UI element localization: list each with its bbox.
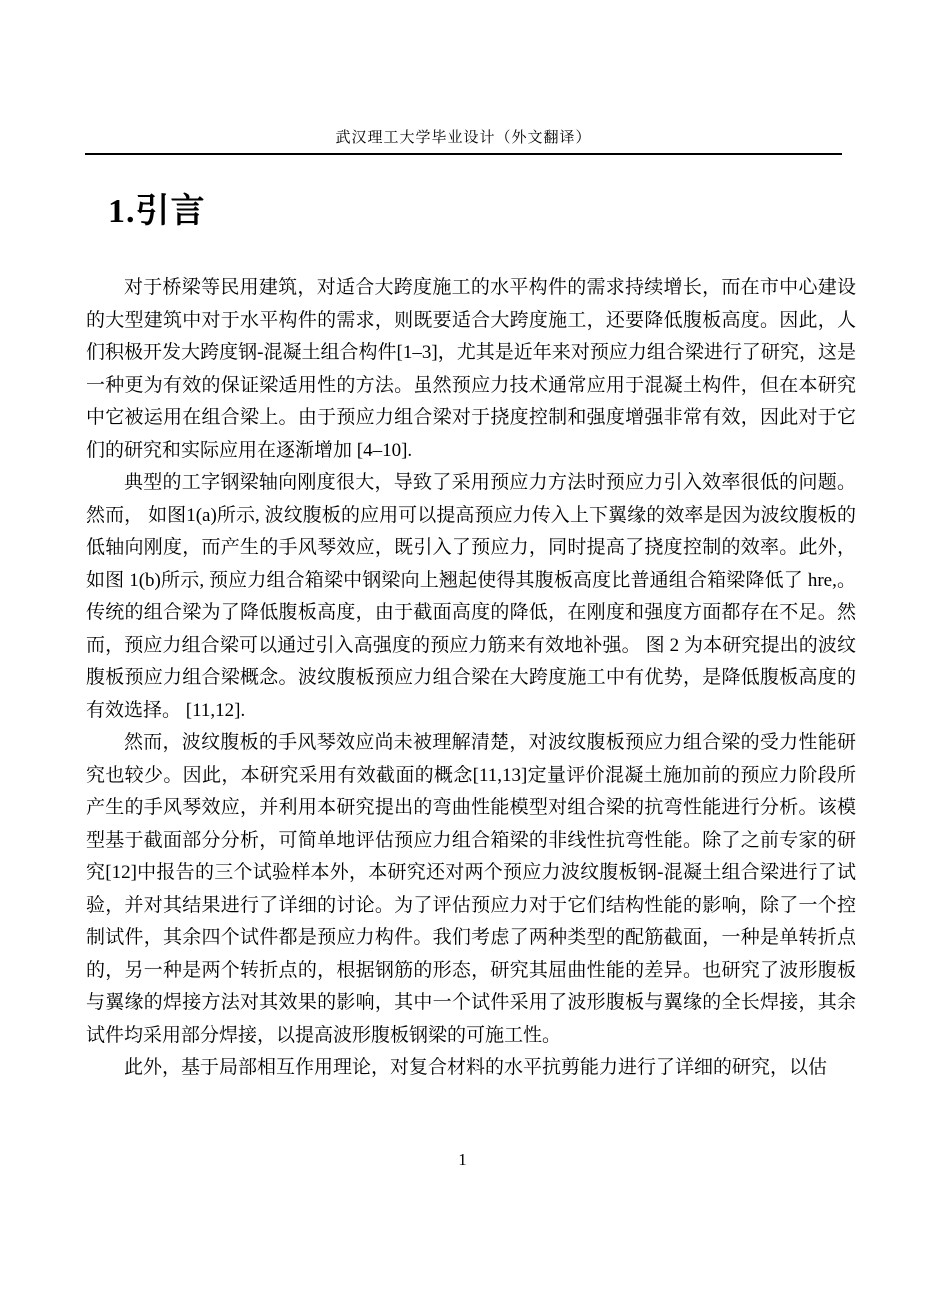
page-footer <box>0 1150 925 1170</box>
section-heading: 1.引言 <box>108 193 206 230</box>
page-number: 1 <box>458 1150 467 1169</box>
running-header-text: 武汉理工大学毕业设计（外文翻译） <box>335 130 592 146</box>
document-body <box>86 272 856 1085</box>
paragraph-1: 对于桥梁等民用建筑，对适合大跨度施工的水平构件的需求持续增长，而在市中心建设的大型建筑中对于水平构件的需求，则既要适合大跨度施工，还要降低腹板高度。因此，人们积极开发大跨度钢-混凝土组合构件[1–3]，尤其是近年来对预应力组合梁进行了研究，这是一种更为有效的保证梁适用性的方法。虽然预应力技术通常应用于混凝土构件，但在本研究中它被运用在组合梁上。由于预应力组合梁对于挠度控制和强度增强非常有效，因此对于它们的研究和实际应用在逐渐增加 [4–10]. <box>86 277 856 461</box>
running-header <box>85 126 842 155</box>
paragraph-3: 然而，波纹腹板的手风琴效应尚未被理解清楚，对波纹腹板预应力组合梁的受力性能研究也较少。因此，本研究采用有效截面的概念[11,13]定量评价混凝土施加前的预应力阶段所产生的手风琴效应，并利用本研究提出的弯曲性能模型对组合梁的抗弯性能进行分析。该模型基于截面部分分析，可简单地评估预应力组合箱梁的非线性抗弯性能。除了之前专家的研究[12]中报告的三个试验样本外，本研究还对两个预应力波纹腹板钢-混凝土组合梁进行了试验，并对其结果进行了详细的讨论。为了评估预应力对于它们结构性能的影响，除了一个控制试件，其余四个试件都是预应力构件。我们考虑了两种类型的配筋截面，一种是单转折点的，另一种是两个转折点的，根据钢筋的形态，研究其屈曲性能的差异。也研究了波形腹板与翼缘的焊接方法对其效果的影响，其中一个试件采用了波形腹板与翼缘的全长焊接，其余试件均采用部分焊接，以提高波形腹板钢梁的可施工性。 <box>86 732 856 1046</box>
paragraph-4: 此外，基于局部相互作用理论，对复合材料的水平抗剪能力进行了详细的研究，以估 <box>124 1057 828 1078</box>
paragraph-2: 典型的工字钢梁轴向刚度很大，导致了采用预应力方法时预应力引入效率很低的问题。然而， 如图1(a)所示, 波纹腹板的应用可以提高预应力传入上下翼缘的效率是因为波纹腹板的低轴向刚度，而产生的手风琴效应，既引入了预应力，同时提高了挠度控制的效率。此外，如图 1(b)所示, 预应力组合箱梁中钢梁向上翘起使得其腹板高度比普通组合箱梁降低了 hre,。传统的组合梁为了降低腹板高度，由于截面高度的降低，在刚度和强度方面都存在不足。然而，预应力组合梁可以通过引入高强度的预应力筋来有效地补强。 图 2 为本研究提出的波纹腹板预应力组合梁概念。波纹腹板预应力组合梁在大跨度施工中有优势，是降低腹板高度的有效选择。 [11,12]. <box>86 472 856 721</box>
